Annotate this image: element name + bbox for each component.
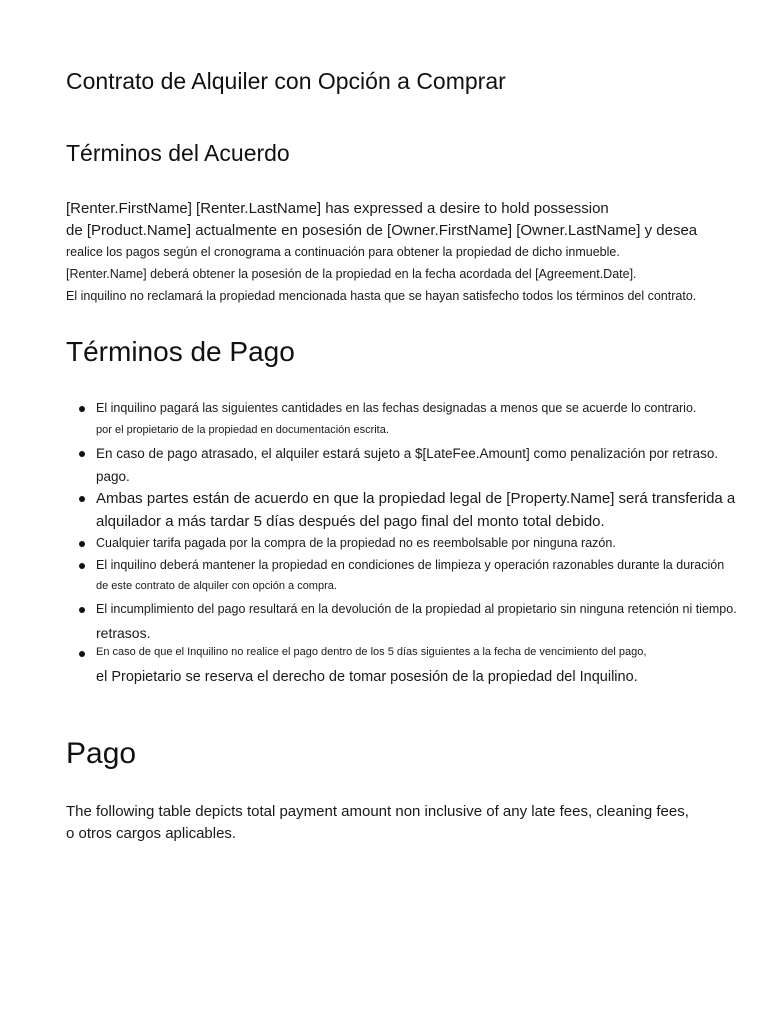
payment-term-line: de este contrato de alquiler con opción a compra. [96, 580, 337, 592]
agreement-terms-line: [Renter.Name] deberá obtener la posesión de la propiedad en la fecha acordada del [Agreement.Date]. [66, 267, 637, 281]
bullet-icon [79, 451, 85, 457]
payment-term-line: En caso de que el Inquilino no realice el pago dentro de los 5 días siguientes a la fecha de vencimiento del pago, [96, 646, 647, 658]
agreement-terms-heading: Términos del Acuerdo [66, 140, 290, 166]
payment-term-line: Cualquier tarifa pagada por la compra de la propiedad no es reembolsable por ninguna razón. [96, 536, 616, 550]
payment-term-line: por el propietario de la propiedad en documentación escrita. [96, 424, 389, 436]
payment-term-line: El incumplimiento del pago resultará en la devolución de la propiedad al propietario sin ninguna retención ni tiempo. [96, 602, 737, 616]
agreement-terms-line: El inquilino no reclamará la propiedad mencionada hasta que se hayan satisfecho todos los términos del contrato. [66, 289, 697, 303]
payment-term-line: En caso de pago atrasado, el alquiler estará sujeto a $[LateFee.Amount] como penalización por retraso. [96, 446, 719, 461]
bullet-icon [79, 607, 85, 613]
payment-term-line: pago. [96, 469, 130, 484]
payment-term-line: alquilador a más tardar 5 días después del pago final del monto total debido. [96, 513, 605, 530]
payment-terms-heading: Términos de Pago [66, 336, 295, 367]
agreement-terms-line: [Renter.FirstName] [Renter.LastName] has expressed a desire to hold possession [66, 200, 609, 217]
payment-term-line: El inquilino deberá mantener la propiedad en condiciones de limpieza y operación razonables durante la duración [96, 558, 725, 572]
payment-term-line: El inquilino pagará las siguientes cantidades en las fechas designadas a menos que se acuerde lo contrario. [96, 401, 697, 415]
bullet-icon [79, 406, 85, 412]
payment-line: The following table depicts total payment amount non inclusive of any late fees, cleaning fees, [66, 803, 689, 820]
bullet-icon [79, 651, 85, 657]
bullet-icon [79, 563, 85, 569]
bullet-icon [79, 496, 85, 502]
agreement-terms-line: de [Product.Name] actualmente en posesión de [Owner.FirstName] [Owner.LastName] y desea [66, 222, 698, 239]
payment-line: o otros cargos aplicables. [66, 825, 237, 842]
payment-heading: Pago [66, 737, 137, 770]
payment-term-line: el Propietario se reserva el derecho de tomar posesión de la propiedad del Inquilino. [96, 669, 638, 685]
bullet-icon [79, 541, 85, 547]
payment-term-line: Ambas partes están de acuerdo en que la propiedad legal de [Property.Name] será transferida a [96, 490, 736, 507]
agreement-terms-line: realice los pagos según el cronograma a continuación para obtener la propiedad de dicho inmueble. [66, 245, 620, 259]
payment-term-line: retrasos. [96, 625, 151, 641]
document-title: Contrato de Alquiler con Opción a Comprar [66, 68, 506, 94]
